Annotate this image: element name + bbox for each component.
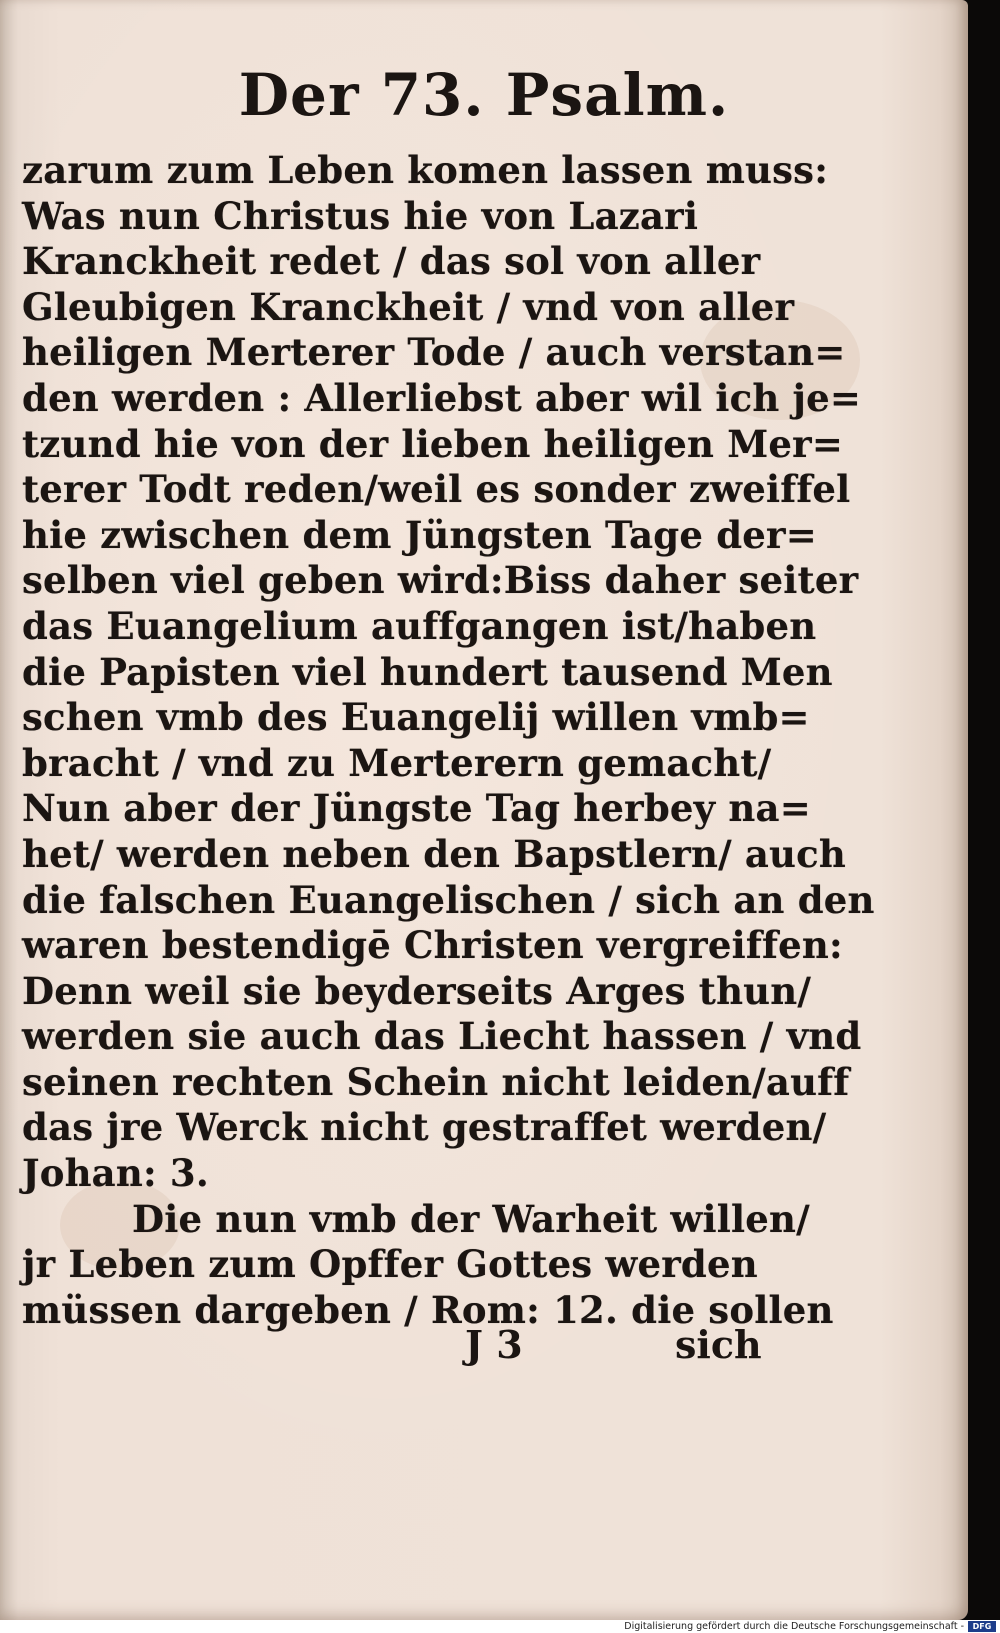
text-line: den werden : Allerliebst aber wil ich je= <box>22 375 862 420</box>
text-line: Denn weil sie beyderseits Arges thun/ <box>22 968 812 1013</box>
text-line: das Euangelium auffgangen ist/haben <box>22 603 817 648</box>
running-head: Der 73. Psalm. <box>238 61 730 129</box>
text-line: Nun aber der Jüngste Tag herbey na= <box>22 786 811 831</box>
text-line: Gleubigen Kranckheit / vnd von aller <box>22 284 795 329</box>
text-line: terer Todt reden/weil es sonder zweiffel <box>22 467 851 512</box>
text-line: het/ werden neben den Bapstlern/ auch <box>22 831 846 876</box>
dfg-logo: DFG <box>968 1621 996 1632</box>
text-line: hie zwischen dem Jüngsten Tage der= <box>22 512 817 557</box>
text-line: Was nun Christus hie von Lazari <box>22 193 699 238</box>
text-line: Kranckheit redet / das sol von aller <box>22 239 761 284</box>
text-line: schen vmb des Euangelij willen vmb= <box>22 695 810 740</box>
text-line: die Papisten viel hundert tausend Men <box>22 649 833 694</box>
text-line: seinen rechten Schein nicht leiden/auff <box>22 1059 850 1104</box>
text-line: jr Leben zum Opffer Gottes werden <box>22 1242 758 1287</box>
text-line: Die nun vmb der Warheit willen/ <box>132 1196 810 1241</box>
text-line: das jre Werck nicht gestraffet werden/ <box>22 1105 827 1150</box>
digitization-credit: Digitalisierung gefördert durch die Deutsche Forschungsgemeinschaft - <box>624 1621 964 1632</box>
text-line: waren bestendigē Christen vergreiffen: <box>22 923 843 968</box>
text-line: heiligen Merterer Tode / auch verstan= <box>22 330 846 375</box>
signature-mark: J 3 <box>465 1322 523 1367</box>
catchword: sich <box>675 1322 762 1367</box>
text-line: tzund hie von der lieben heiligen Mer= <box>22 421 844 466</box>
text-line: die falschen Euangelischen / sich an den <box>22 877 875 922</box>
body-text <box>22 148 875 1333</box>
text-line: werden sie auch das Liecht hassen / vnd <box>22 1014 862 1059</box>
text-line: bracht / vnd zu Merterern gemacht/ <box>22 740 772 785</box>
text-line: zarum zum Leben komen lassen muss: <box>22 148 829 192</box>
text-line: selben viel geben wird:Biss daher seiter <box>22 558 859 603</box>
text-line: müssen dargeben / Rom: 12. die sollen <box>22 1287 834 1332</box>
text-line: Johan: 3. <box>22 1151 209 1196</box>
